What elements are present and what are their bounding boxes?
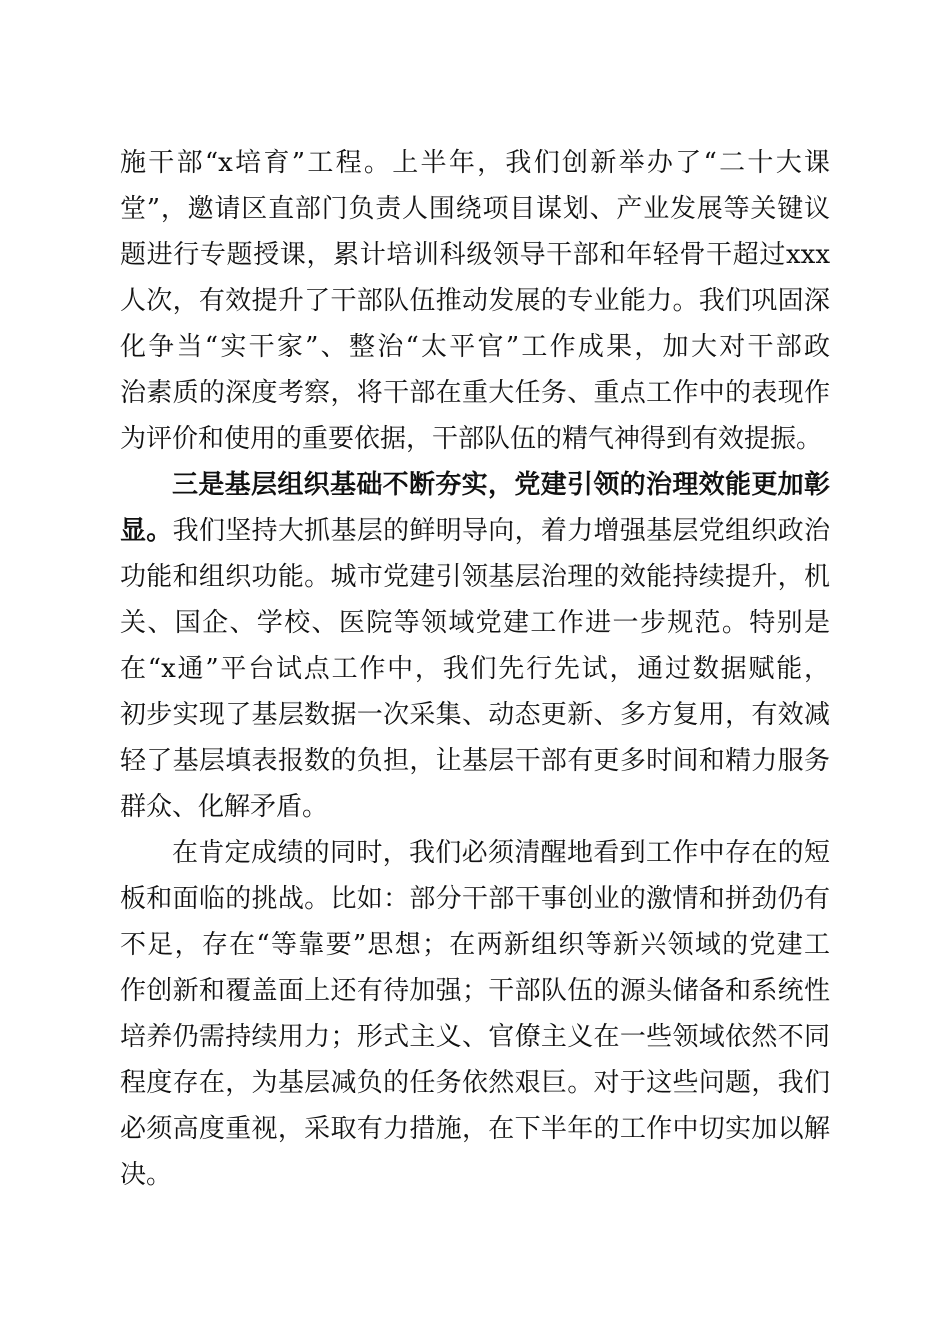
- text-line: [120, 508, 830, 554]
- paragraph-shortcomings: [120, 830, 830, 1198]
- text-line: 施干部“x培育”工程。上半年，我们创新举办了“二十大课: [120, 148, 830, 178]
- text-line: 群众、化解矛盾。: [120, 792, 329, 822]
- text-line: 作创新和覆盖面上还有待加强；干部队伍的源头储备和系统性: [120, 976, 830, 1006]
- document-body: [120, 140, 830, 1198]
- text-line: 功能和组织功能。城市党建引领基层治理的效能持续提升，机: [120, 562, 830, 592]
- text-line: 轻了基层填表报数的负担，让基层干部有更多时间和精力服务: [120, 746, 830, 776]
- text-line: 板和面临的挑战。比如：部分干部干事创业的激情和拼劲仍有: [120, 884, 830, 914]
- text-line: 堂”，邀请区直部门负责人围绕项目谋划、产业发展等关键议: [120, 194, 830, 224]
- text-line: 化争当“实干家”、整治“太平官”工作成果，加大对干部政: [120, 332, 830, 362]
- text-line: 必须高度重视，采取有力措施，在下半年的工作中切实加以解: [120, 1114, 830, 1144]
- text-line: 程度存在，为基层减负的任务依然艰巨。对于这些问题，我们: [120, 1068, 830, 1098]
- text-line: 培养仍需持续用力；形式主义、官僚主义在一些领域依然不同: [120, 1022, 830, 1052]
- text-line: 题进行专题授课，累计培训科级领导干部和年轻骨干超过xxx: [120, 240, 830, 270]
- text-line: 不足，存在“等靠要”思想；在两新组织等新兴领域的党建工: [120, 930, 830, 960]
- paragraph-grassroots-organization: [120, 462, 830, 830]
- section-heading-line: 三是基层组织基础不断夯实，党建引领的治理效能更加彰: [172, 470, 830, 500]
- text-line: 在肯定成绩的同时，我们必须清醒地看到工作中存在的短: [172, 838, 830, 868]
- text-line: 在“x通”平台试点工作中，我们先行先试，通过数据赋能，: [120, 654, 830, 684]
- text-line: 决。: [120, 1160, 173, 1190]
- text-line: 初步实现了基层数据一次采集、动态更新、多方复用，有效减: [120, 700, 830, 730]
- text-line: 治素质的深度考察，将干部在重大任务、重点工作中的表现作: [120, 378, 830, 408]
- text-line: 为评价和使用的重要依据，干部队伍的精气神得到有效提振。: [120, 424, 823, 454]
- section-heading-end: 显。: [120, 516, 173, 546]
- text-segment: 我们坚持大抓基层的鲜明导向，着力增强基层党组织政治: [172, 516, 830, 546]
- paragraph-cadre-training: [120, 140, 830, 462]
- text-line: 关、国企、学校、医院等领域党建工作进一步规范。特别是: [120, 608, 830, 638]
- text-line: 人次，有效提升了干部队伍推动发展的专业能力。我们巩固深: [120, 286, 830, 316]
